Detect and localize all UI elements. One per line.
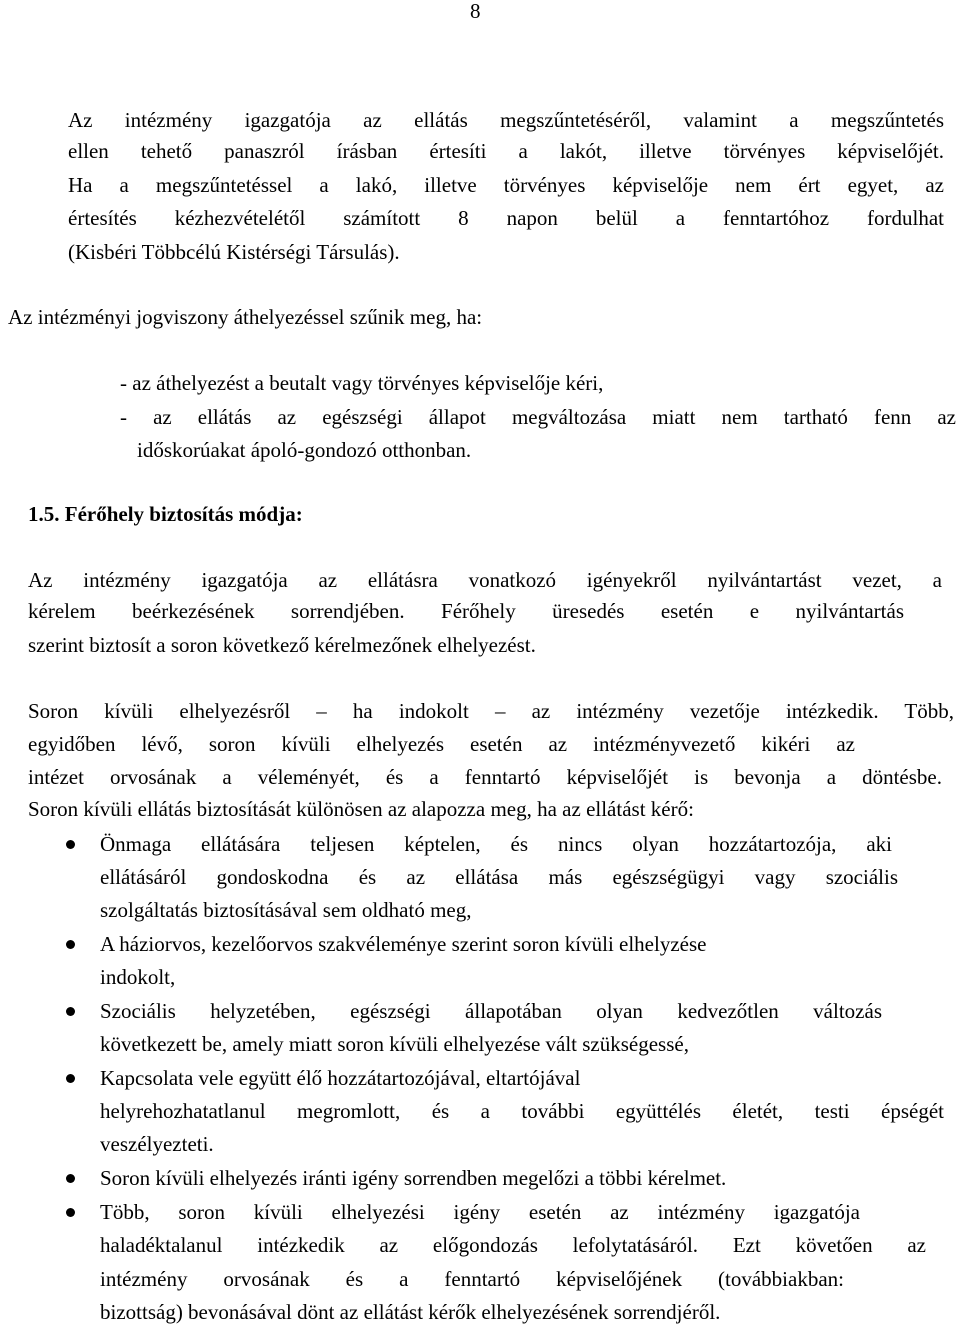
text-line: Soron kívüli elhelyezés iránti igény sorrendben megelőzi a többi kérelmet.: [100, 1166, 727, 1190]
bullet-icon: [66, 1074, 75, 1083]
section-heading: 1.5. Férőhely biztosítás módja:: [28, 502, 303, 526]
text-line: intézet orvosának a véleményét, és a fenntartó képviselőjét is bevonja a döntésbe.: [28, 765, 942, 789]
text-line: helyrehozhatatlanul megromlott, és a további együttélés életét, testi épségét: [100, 1099, 944, 1123]
list-item: - az ellátás az egészségi állapot megváltozása miatt nem tartható fenn az: [120, 405, 956, 429]
text-line: ellátásáról gondoskodna és az ellátása más egészségügyi vagy szociális: [100, 865, 898, 889]
text-line: egyidőben lévő, soron kívüli elhelyezés esetén az intézményvezető kikéri az: [28, 732, 855, 756]
text-line: szolgáltatás biztosításával sem oldható meg,: [100, 898, 472, 922]
text-line: veszélyezteti.: [100, 1132, 214, 1156]
text-line: haladéktalanul intézkedik az előgondozás lefolytatásáról. Ezt követően az: [100, 1233, 926, 1257]
bullet-icon: [66, 1007, 75, 1016]
text-line: bizottság) bevonásával dönt az ellátást kérők elhelyezésének sorrendjéről.: [100, 1300, 721, 1324]
text-line: szerint biztosít a soron következő kérelmezőnek elhelyezést.: [28, 633, 536, 657]
text-line: kérelem beérkezésének sorrendjében. Férőhely üresedés esetén e nyilvántartás: [28, 599, 904, 623]
text-line: Kapcsolata vele együtt élő hozzátartozójával, eltartójával: [100, 1066, 581, 1090]
list-item: - az áthelyezést a beutalt vagy törvényes képviselője kéri,: [120, 371, 604, 395]
bullet-icon: [66, 840, 75, 849]
bullet-icon: [66, 1174, 75, 1183]
text-line: indokolt,: [100, 965, 176, 989]
text-line: A háziorvos, kezelőorvos szakvéleménye szerint soron kívüli elhelyzése: [100, 932, 707, 956]
text-line: értesítés kézhezvételétől számított 8 napon belül a fenntartóhoz fordulhat: [68, 206, 944, 230]
text-line: Az intézmény igazgatója az ellátásra vonatkozó igényekről nyilvántartást vezet, a: [28, 568, 942, 592]
text-line: Az intézményi jogviszony áthelyezéssel szűnik meg, ha:: [8, 305, 483, 329]
list-item-continuation: időskorúakat ápoló-gondozó otthonban.: [137, 438, 472, 462]
text-line: Szociális helyzetében, egészségi állapotában olyan kedvezőtlen változás: [100, 999, 882, 1023]
page-number: 8: [470, 0, 481, 23]
text-line: következett be, amely miatt soron kívüli elhelyezése vált szükségessé,: [100, 1032, 689, 1056]
text-line: Ha a megszűntetéssel a lakó, illetve törvényes képviselője nem ért egyet, az: [68, 173, 944, 197]
text-line: Több, soron kívüli elhelyezési igény esetén az intézmény igazgatója: [100, 1200, 860, 1224]
bullet-icon: [66, 1208, 75, 1217]
text-line: Önmaga ellátására teljesen képtelen, és nincs olyan hozzátartozója, aki: [100, 832, 892, 856]
text-line: (Kisbéri Többcélú Kistérségi Társulás).: [68, 240, 400, 264]
text-line: Soron kívüli elhelyezésről – ha indokolt – az intézmény vezetője intézkedik. Több,: [28, 699, 954, 723]
text-line: ellen tehető panaszról írásban értesíti a lakót, illetve törvényes képviselőjét.: [68, 139, 944, 163]
bullet-icon: [66, 940, 75, 949]
text-line: Az intézmény igazgatója az ellátás megszűntetéséről, valamint a megszűntetés: [68, 108, 944, 132]
text-line: intézmény orvosának és a fenntartó képviselőjének (továbbiakban:: [100, 1267, 844, 1291]
text-line: Soron kívüli ellátás biztosítását különösen az alapozza meg, ha az ellátást kérő:: [28, 797, 694, 821]
